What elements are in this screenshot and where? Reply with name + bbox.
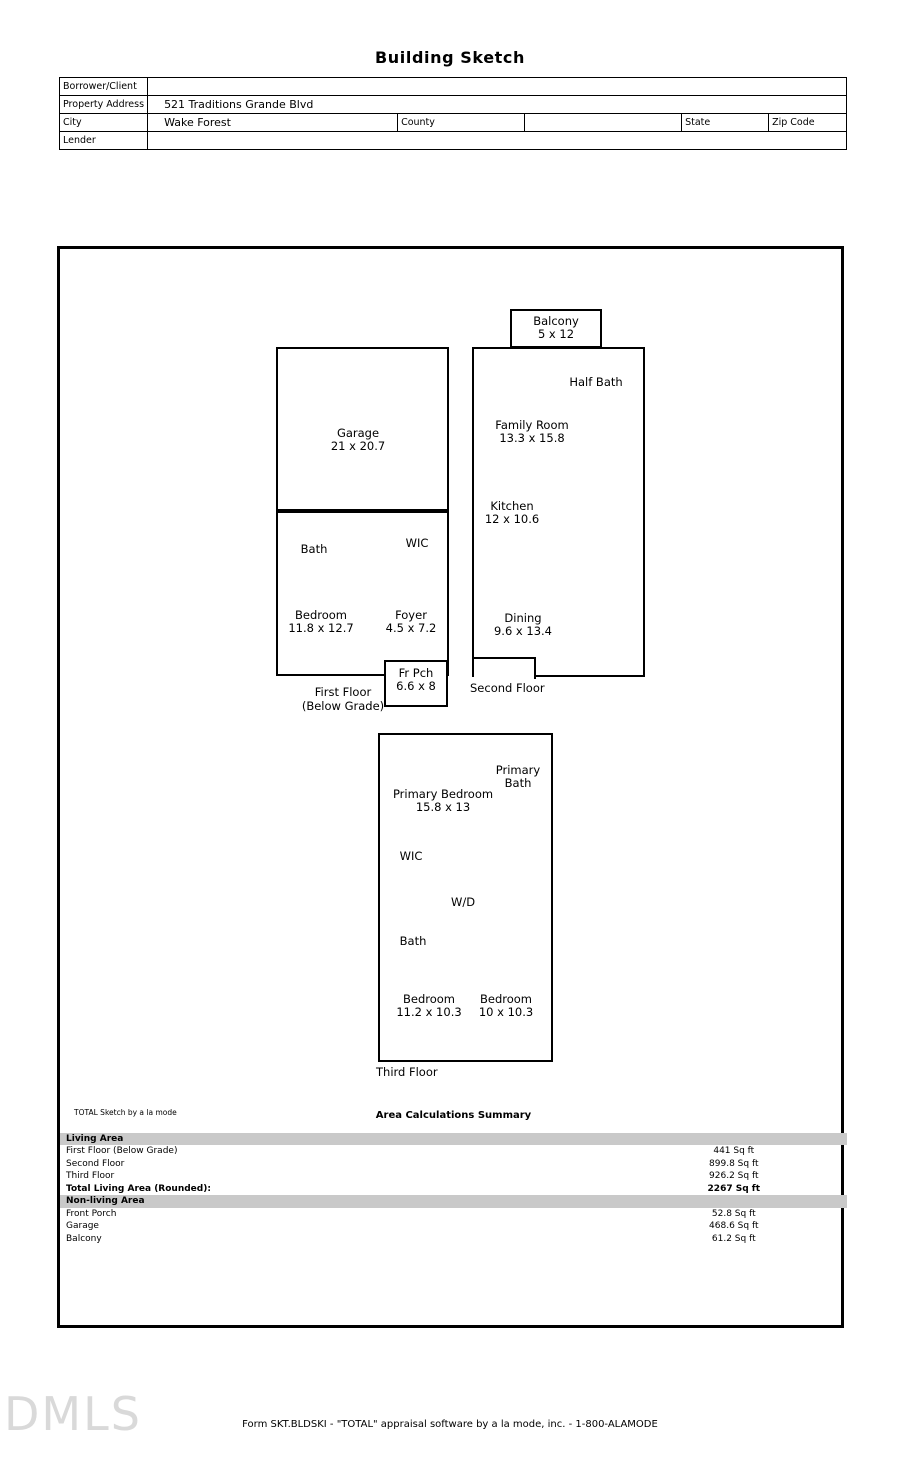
area-calculations-table bbox=[60, 1133, 847, 1246]
page-title: Building Sketch bbox=[374, 48, 525, 67]
bedroom-third-a-label: Bedroom 11.2 x 10.3 bbox=[396, 992, 462, 1019]
total-living-area-row bbox=[60, 1183, 847, 1196]
form-footer-text: Form SKT.BLDSKI - "TOTAL" appraisal software by a la mode, inc. - 1-800-ALAMODE bbox=[242, 1419, 658, 1430]
first-floor-area-label: First Floor (Below Grade) bbox=[66, 1146, 178, 1157]
total-sketch-credit: TOTAL Sketch by a la mode bbox=[74, 1108, 177, 1117]
living-area-header-row bbox=[60, 1133, 847, 1146]
table-row bbox=[60, 132, 847, 150]
total-living-area-label: Total Living Area (Rounded): bbox=[66, 1183, 211, 1194]
state-label: State bbox=[682, 114, 769, 132]
living-area-header-spacer bbox=[644, 1133, 824, 1146]
borrower-label: Borrower/Client bbox=[60, 78, 148, 96]
table-row bbox=[60, 1158, 847, 1171]
garage-label: Garage 21 x 20.7 bbox=[330, 426, 386, 453]
property-address-value: 521 Traditions Grande Blvd bbox=[148, 96, 847, 114]
second-floor-caption: Second Floor bbox=[470, 681, 545, 695]
property-info-table bbox=[59, 77, 847, 150]
borrower-value bbox=[148, 78, 847, 96]
third-floor-area-value: 926.2 Sq ft bbox=[709, 1171, 759, 1182]
nonliving-area-header-row bbox=[60, 1195, 847, 1208]
city-value: Wake Forest bbox=[148, 114, 398, 132]
first-floor-area-value: 441 Sq ft bbox=[713, 1146, 755, 1157]
table-row bbox=[60, 1170, 847, 1183]
bedroom-third-b-label: Bedroom 10 x 10.3 bbox=[478, 992, 534, 1019]
living-area-header: Living Area bbox=[60, 1133, 644, 1146]
table-row bbox=[60, 114, 847, 132]
table-row bbox=[60, 78, 847, 96]
family-room-label: Family Room 13.3 x 15.8 bbox=[495, 418, 569, 445]
bath-third-label: Bath bbox=[399, 934, 427, 948]
garage-area-label: Garage bbox=[66, 1221, 99, 1232]
kitchen-label: Kitchen 12 x 10.6 bbox=[484, 499, 540, 526]
table-row bbox=[60, 1220, 847, 1233]
table-row bbox=[60, 96, 847, 114]
bath-first-label: Bath bbox=[300, 542, 328, 556]
second-floor-notch bbox=[474, 657, 536, 679]
bedroom-first-label: Bedroom 11.8 x 12.7 bbox=[288, 608, 354, 635]
second-floor-area-label: Second Floor bbox=[66, 1158, 125, 1169]
balcony-area-label: Balcony bbox=[66, 1233, 102, 1244]
zip-label: Zip Code bbox=[769, 114, 847, 132]
lender-label: Lender bbox=[60, 132, 148, 150]
balcony-label: Balcony 5 x 12 bbox=[533, 314, 579, 341]
city-label: City bbox=[60, 114, 148, 132]
balcony-area-value: 61.2 Sq ft bbox=[711, 1233, 756, 1244]
front-porch-label: Fr Pch 6.6 x 8 bbox=[396, 666, 436, 693]
primary-bath-label: Primary Bath bbox=[495, 763, 541, 790]
table-row bbox=[60, 1208, 847, 1221]
garage-area-value: 468.6 Sq ft bbox=[709, 1221, 759, 1232]
dining-label: Dining 9.6 x 13.4 bbox=[493, 611, 553, 638]
wic-third-label: WIC bbox=[399, 849, 423, 863]
total-living-area-value: 2267 Sq ft bbox=[707, 1183, 761, 1194]
third-floor-area-label: Third Floor bbox=[66, 1171, 115, 1182]
area-calculations-heading: Area Calculations Summary bbox=[375, 1110, 532, 1121]
third-floor-caption: Third Floor bbox=[376, 1065, 438, 1079]
primary-bedroom-label: Primary Bedroom 15.8 x 13 bbox=[392, 787, 494, 814]
second-floor-area-value: 899.8 Sq ft bbox=[709, 1158, 759, 1169]
wic-first-label: WIC bbox=[405, 536, 429, 550]
property-address-label: Property Address bbox=[60, 96, 148, 114]
table-row bbox=[60, 1233, 847, 1246]
half-bath-label: Half Bath bbox=[569, 375, 623, 389]
lender-value bbox=[148, 132, 847, 150]
nonliving-area-header: Non-living Area bbox=[60, 1195, 644, 1208]
table-row bbox=[60, 1145, 847, 1158]
front-porch-area-label: Front Porch bbox=[66, 1208, 117, 1219]
wd-label: W/D bbox=[450, 895, 476, 909]
county-label: County bbox=[398, 114, 525, 132]
building-sketch-frame bbox=[57, 246, 844, 1328]
front-porch-area-value: 52.8 Sq ft bbox=[711, 1208, 756, 1219]
first-floor-caption: First Floor (Below Grade) bbox=[301, 685, 385, 713]
dmls-watermark: DMLS bbox=[4, 1387, 142, 1441]
foyer-label: Foyer 4.5 x 7.2 bbox=[385, 608, 437, 635]
county-value bbox=[525, 114, 682, 132]
living-area-header-fill bbox=[824, 1133, 847, 1146]
